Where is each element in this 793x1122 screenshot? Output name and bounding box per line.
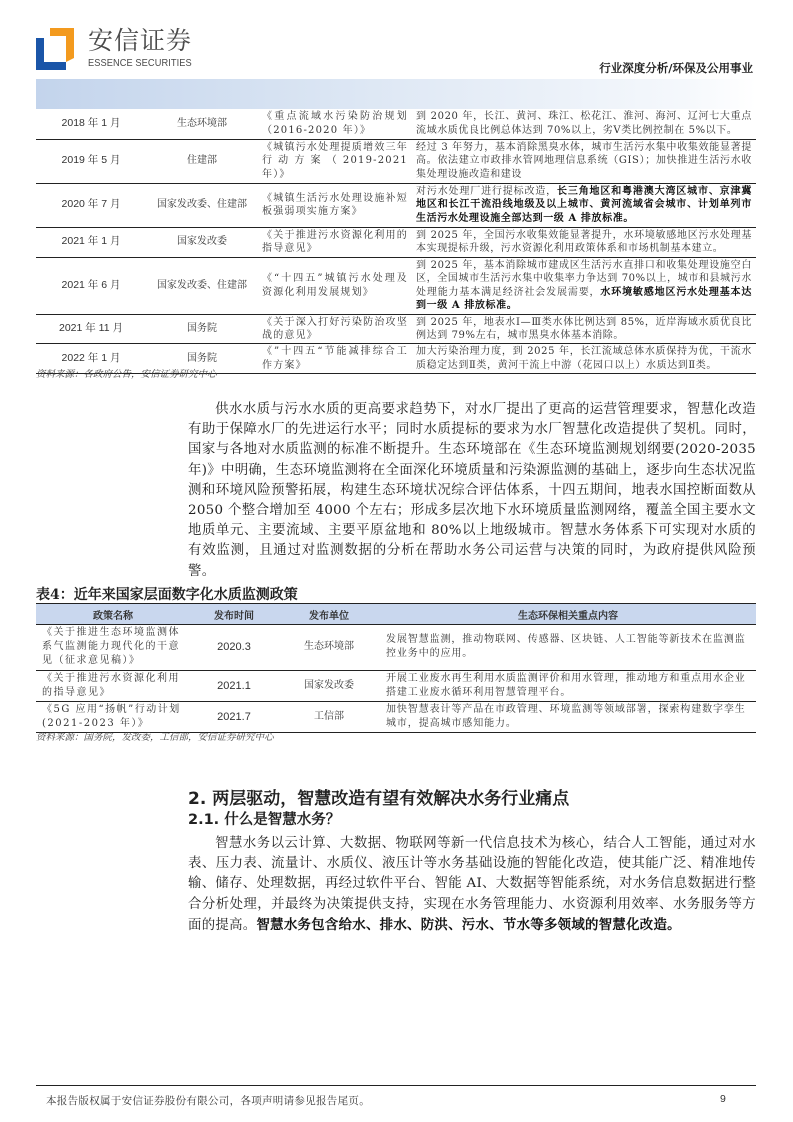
table1-source: 资料来源：各政府公告，安信证券研究中心 [36,369,217,380]
table-row [36,314,756,344]
body-paragraph: 供水水质与污水水质的更高要求趋势下，对水厂提出了更高的运营管理要求，智慧化改造有助于保障水厂的先进运行水平；同时水质提标的要求为水厂智慧化改造提供了契机。同时，国家与各地对水质监测的标准不断提升。生态环境部在《生态环境监测规划纲要(2020-2035 年)》中明确，生态环境监测将在全面深化环境质量和污染源监测的基础上，逐步向生态状况监测和环境风险预警拓展，构建生态环境状况综合评估体系，十四五期间，地表水国控断面数从 2050 个整合增加至 4000 个左右；形成多层次地下水环境质量监测网络，覆盖全国主要水文地质单元、主要流域、主要平原盆地和 80%以上地级城市。智慧水务体系下可实现对水质的有效监测，且通过对监测数据的分析在帮助水务公司运营与决策的同时，为政府提供风险预警。 [188,402,756,579]
cell-date: 2018 年 1 月 [61,117,121,130]
header-policy-name: 政策名称 [36,604,190,625]
footer-divider [36,1085,756,1086]
logo-english-name: ESSENCE SECURITIES [88,57,192,69]
cell-date: 2021 年 11 月 [58,322,123,335]
cell-policy: 《重点流域水污染防治规划（2016-2020 年）》 [262,111,408,136]
cell-dept: 生态环境部 [304,641,354,653]
header-content: 生态环保相关重点内容 [380,604,756,625]
cell-policy: 《”十四五“节能减排综合工作方案》 [262,346,408,371]
section-heading: 2. 两层驱动，智慧改造有望有效解决水务行业痛点 [188,789,570,809]
cell-date: 2019 年 5 月 [61,154,121,167]
cell-dept: 生态环境部 [177,118,227,130]
company-logo [36,26,196,72]
body-paragraph: 智慧水务以云计算、大数据、物联网等新一代信息技术为核心，结合人工智能，通过对水表、压力表、流量计、水质仪、液压计等水务基础设施的智能化改造，使其能广泛、精准地传输、储存、处理数据，再经过软件平台、智能 AI、大数据等智能系统，对水务信息数据进行整合分析处理，并最终为决策提供支持，实现在水务管理能力、水资源利用效率、水务服务等方面的提高。智慧水务包含给水、排水、防洪、污水、节水等多领域的智慧化改造。 [188,836,756,933]
cell-content: 到 2025 年，全国污水收集效能显著提升，水环境敏感地区污水处理基本实现提标升级，污水资源化利用政策体系和市场机制基本建立。 [416,229,752,254]
cell-date: 2021.1 [217,679,251,692]
table2-title: 表4：近年来国家层面数字化水质监测政策 [36,587,298,603]
cell-dept: 住建部 [187,155,217,167]
cell-policy-name: 《5G 应用“扬帆”行动计划(2021-2023 年）》 [42,704,181,730]
subsection-heading: 2.1. 什么是智慧水务？ [188,812,341,828]
cell-date: 2020 年 7 月 [61,198,121,211]
footer-disclaimer: 本报告版权属于安信证券股份有限公司，各项声明请参见报告尾页。 [46,1095,370,1107]
table-row [36,183,756,227]
cell-date: 2021 年 1 月 [61,235,121,248]
cell-content: 到 2020 年，长江、黄河、珠江、松花江、淮河、海河、辽河七大重点流域水质优良比例总体达到 70%以上，劣Ⅴ类比例控制在 5%以下。 [416,111,752,136]
header-dept: 发布单位 [278,604,380,625]
cell-date: 2020.3 [217,641,251,654]
cell-content: 到 2025 年，地表水Ⅰ—Ⅲ类水体比例达到 85%，近岸海域水质优良比例达到 79%左右，城市黑臭水体基本消除。 [416,316,752,341]
table-row [36,670,756,701]
cell-dept: 国家发改委 [304,679,354,691]
cell-dept: 国家发改委、住建部 [157,279,247,291]
cell-policy: 《关于推进污水资源化利用的指导意见》 [262,229,408,254]
policy-table-water-treatment [36,109,756,374]
table-header-row [36,604,756,625]
cell-policy: 《“十四五”城镇污水处理及资源化利用发展规划》 [262,273,408,298]
table-row [36,625,756,671]
table-row [36,257,756,314]
cell-policy: 《城镇生活污水处理设施补短板强弱项实施方案》 [262,192,408,217]
cell-content: 开展工业废水再生利用水质监测评价和用水管理，推动地方和重点用水企业搭建工业废水循环利用智慧管理平台。 [386,672,746,698]
table2-source: 资料来源：国务院，发改委，工信部，安信证券研究中心 [36,732,274,743]
header-band [36,79,756,109]
cell-content: 加大污染治理力度，到 2025 年，长江流域总体水质保持为优，干流水质稳定达到Ⅱ类，黄河干流上中游（花园口以上）水质达到Ⅱ类。 [416,346,752,371]
table-row [36,227,756,257]
page-number: 9 [720,1093,726,1105]
cell-dept: 国务院 [187,323,217,335]
cell-date: 2022 年 1 月 [61,352,121,365]
cell-content: 发展智慧监测，推动物联网、传感器、区块链、人工智能等新技术在监测监控业务中的应用。 [386,634,746,660]
cell-dept: 国家发改委、住建部 [157,199,247,211]
cell-content: 到 2025 年，基本消除城市建成区生活污水直排口和收集处理设施空白区，全国城市生活污水集中收集率力争达到 70%以上，城市和县城污水处理能力基本满足经济社会发展需要，水环境敏感地区污水处理基本达到一级 A 排放标准。 [416,259,752,311]
cell-content: 加快智慧表计等产品在市政管理、环境监测等领域部署，探索构建数字孪生城市，提高城市感知能力。 [386,704,746,730]
logo-mark-icon [36,28,74,70]
cell-policy: 《城镇污水处理提质增效三年行动方案（2019-2021 年）》 [262,141,408,180]
cell-content: 对污水处理厂进行提标改造，长三角地区和粤港澳大湾区城市、京津冀地区和长江干流沿线地级及以上城市、黄河流域省会城市、计划单列市生活污水处理设施全部达到一级 A 排放标准。 [416,185,752,224]
cell-policy: 《关于深入打好污染防治攻坚战的意见》 [262,316,408,341]
header-date: 发布时间 [190,604,278,625]
policy-table-water-monitoring [36,603,756,733]
table-row [36,139,756,183]
cell-dept: 国家发改委 [177,236,227,248]
cell-date: 2021 年 6 月 [61,278,121,291]
cell-policy-name: 《关于推进污水资源化利用的指导意见》 [42,672,180,698]
cell-date: 2021.7 [217,711,251,724]
report-category: 行业深度分析/环保及公用事业 [599,61,753,75]
logo-chinese-name: 安信证券 [88,26,193,55]
cell-policy-name: 《关于推进生态环境监测体系气监测能力现代化的干意见（征求意见稿）》 [42,627,180,667]
cell-content: 经过 3 年努力，基本消除黑臭水体，城市生活污水集中收集效能显著提高。依法建立市政排水管网地理信息系统（GIS）；加快推进生活污水收集处理设施改造和建设 [416,141,752,180]
cell-dept: 工信部 [314,711,344,723]
table-row [36,109,756,139]
cell-dept: 国务院 [187,353,217,365]
